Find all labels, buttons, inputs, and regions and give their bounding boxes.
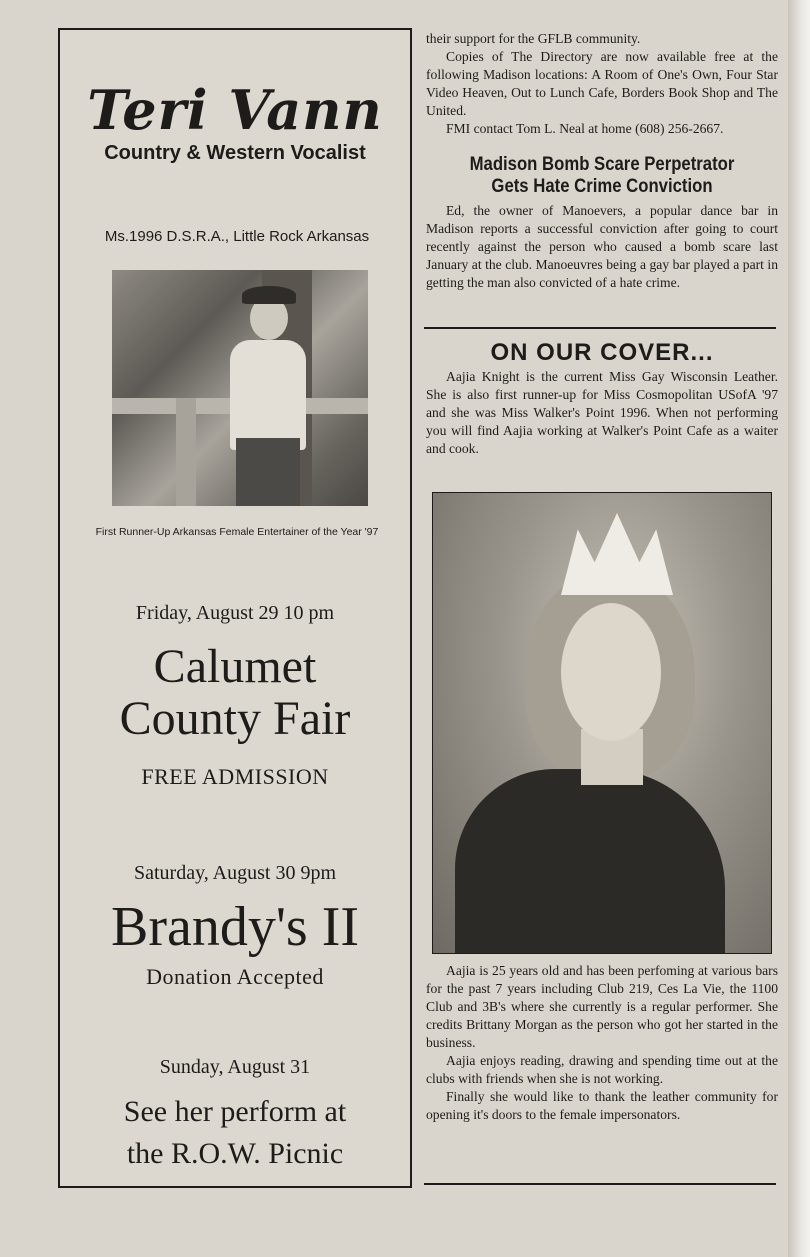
bomb-headline-line1: Madison Bomb Scare Perpetrator bbox=[469, 154, 735, 175]
event-2-note: Donation Accepted bbox=[146, 964, 324, 989]
performer-advertisement bbox=[58, 28, 412, 1188]
event-2-venue: Brandy's II bbox=[110, 896, 360, 958]
bottom-divider bbox=[424, 1183, 776, 1185]
intro-paragraph-1: their support for the GFLB community. bbox=[426, 31, 641, 46]
event-1-date: Friday, August 29 10 pm bbox=[135, 602, 335, 624]
page-edge bbox=[788, 0, 810, 1257]
event-3-date: Sunday, August 31 bbox=[159, 1056, 311, 1078]
event-2-date: Saturday, August 30 9pm bbox=[133, 862, 337, 884]
photo-figure-hat bbox=[242, 286, 296, 304]
cover-story-continued bbox=[426, 962, 778, 1124]
event-1-venue-line1: Calumet bbox=[153, 640, 317, 693]
intro-paragraph-2: Copies of The Directory are now available free at the following Madison locations: A Room of One's Own, Four Star Video Heaven, Out to Lunch Cafe, Borders Book Shop and The United. bbox=[426, 49, 778, 118]
performer-name: Teri Vann bbox=[87, 78, 383, 142]
section-divider bbox=[424, 327, 776, 329]
bomb-headline-line2: Gets Hate Crime Conviction bbox=[491, 176, 713, 197]
bomb-story bbox=[426, 202, 778, 292]
performer-role: Country & Western Vocalist bbox=[104, 142, 366, 164]
cover-photo-dress bbox=[455, 769, 725, 954]
cover-photo-tiara bbox=[561, 513, 673, 595]
intro-text bbox=[426, 30, 778, 138]
cover-photo-face bbox=[561, 603, 661, 741]
cover-heading: ON OUR COVER... bbox=[490, 339, 714, 366]
performer-photo bbox=[112, 270, 368, 506]
photo-figure-body bbox=[230, 340, 306, 450]
performer-title: Ms.1996 D.S.R.A., Little Rock Arkansas bbox=[104, 228, 370, 245]
intro-paragraph-3: FMI contact Tom L. Neal at home (608) 256-2667. bbox=[446, 121, 724, 136]
bomb-story-body: Ed, the owner of Manoevers, a popular dance bar in Madison reports a successful conviction after going to court recently against the person who caused a bomb scare last January at the club. Manoeuvres being a gay bar played a part in getting the man also convicted of a hate crime. bbox=[426, 203, 778, 290]
photo-figure-legs bbox=[236, 438, 300, 506]
cover-paragraph-4: Finally she would like to thank the leather community for opening it's doors to the female impersonators. bbox=[426, 1089, 778, 1122]
event-1-note: FREE ADMISSION bbox=[141, 764, 329, 789]
cover-photo bbox=[432, 492, 772, 954]
photo-caption: First Runner-Up Arkansas Female Entertainer of the Year '97 bbox=[95, 526, 379, 538]
cover-paragraph-1: Aajia Knight is the current Miss Gay Wisconsin Leather. She is also first runner-up for Miss Cosmopolitan USofA '97 and she was Miss Walker's Point 1996. When not performing you will find Aajia working at Walker's Point Cafe as a waiter and cook. bbox=[426, 369, 778, 456]
event-1-venue-line2: County Fair bbox=[119, 692, 351, 745]
event-3-line2: the R.O.W. Picnic bbox=[126, 1137, 344, 1170]
event-3-line1: See her perform at bbox=[123, 1095, 347, 1128]
cover-paragraph-3: Aajia enjoys reading, drawing and spending time out at the clubs with friends when she is not working. bbox=[426, 1053, 778, 1086]
cover-story-intro bbox=[426, 368, 778, 458]
photo-fence-post bbox=[176, 398, 196, 506]
cover-paragraph-2: Aajia is 25 years old and has been perfoming at various bars for the past 7 years including Club 219, Ces La Vie, the 1100 Club and 3B's where she currently is a regular performer. She credits Brittany Morgan as the person who got her started in the business. bbox=[426, 963, 778, 1050]
